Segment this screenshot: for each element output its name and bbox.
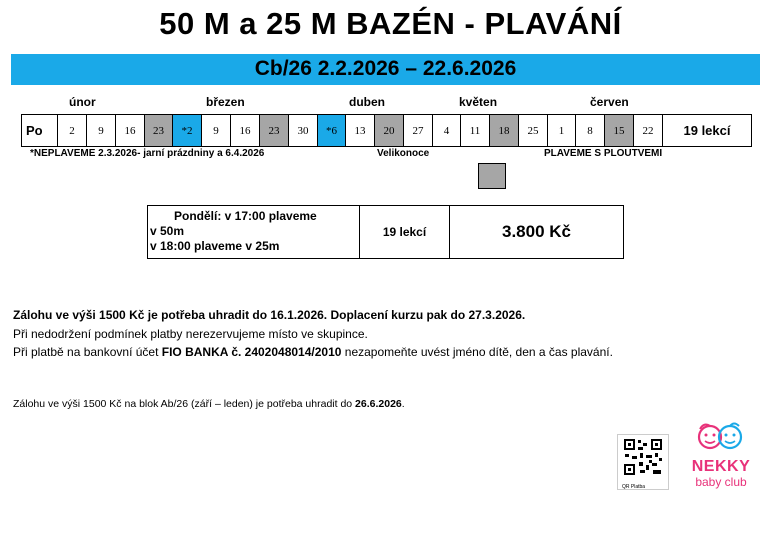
page-title: 50 M a 25 M BAZÉN - PLAVÁNÍ bbox=[159, 6, 622, 41]
date-cell: 23 bbox=[145, 115, 173, 146]
qr-code bbox=[617, 434, 669, 490]
qr-code-icon bbox=[618, 435, 668, 479]
date-cell: 16 bbox=[231, 115, 260, 146]
next-deposit-text: Zálohu ve výši 1500 Kč na blok Ab/26 (září – leden) je potřeba uhradit do bbox=[13, 398, 356, 410]
lessons-cell: 19 lekcí bbox=[360, 206, 450, 258]
qr-label: QR Platba bbox=[622, 484, 646, 490]
date-cell: *6 bbox=[318, 115, 346, 146]
date-cell: 16 bbox=[116, 115, 145, 146]
date-cell: *2 bbox=[173, 115, 202, 146]
note-neplaveme: *NEPLAVEME 2.3.2026- jarní prázdniny a 6.4.2026 bbox=[30, 148, 265, 159]
lessons-count: 19 lekcí bbox=[663, 115, 752, 146]
day-label: Po bbox=[22, 115, 58, 146]
date-cell: 1 bbox=[548, 115, 576, 146]
schedule-line: v 18:00 plaveme v 25m bbox=[150, 239, 280, 253]
date-cell: 8 bbox=[576, 115, 605, 146]
schedule-line: v 50m bbox=[150, 224, 185, 238]
date-cell: 11 bbox=[461, 115, 490, 146]
month-label: květen bbox=[459, 95, 498, 109]
bank-prefix: Při platbě na bankovní účet bbox=[13, 345, 162, 359]
month-label: duben bbox=[349, 95, 385, 109]
logo-brand: NEKKY bbox=[691, 458, 751, 475]
next-deposit-date: 26.6.2026 bbox=[355, 398, 402, 410]
bank-suffix: nezapomeňte uvést jméno dítě, den a čas plavání. bbox=[341, 345, 613, 359]
deposit-text: Zálohu ve výši 1500 Kč je potřeba uhradit do 16.1.2026. bbox=[13, 308, 328, 322]
note-velikonoce: Velikonoce bbox=[377, 148, 430, 159]
date-cell: 9 bbox=[87, 115, 116, 146]
logo-sub: baby club bbox=[695, 475, 747, 489]
date-cell: 2 bbox=[58, 115, 87, 146]
course-banner: Cb/26 2.2.2026 – 22.6.2026 bbox=[11, 54, 760, 85]
date-cell: 23 bbox=[260, 115, 289, 146]
legend-grey-box bbox=[478, 163, 506, 189]
date-cell: 27 bbox=[404, 115, 433, 146]
period: . bbox=[401, 398, 405, 410]
price-table bbox=[147, 205, 624, 259]
price-cell: 3.800 Kč bbox=[502, 222, 571, 241]
nekky-logo bbox=[686, 420, 756, 488]
month-label: červen bbox=[590, 95, 629, 109]
note-ploutve: PLAVEME S PLOUTVEMI bbox=[544, 148, 663, 159]
date-cell: 4 bbox=[433, 115, 461, 146]
payment-text: Doplacení kurzu pak do 27.3.2026. bbox=[327, 308, 526, 322]
date-cell: 13 bbox=[346, 115, 375, 146]
date-cell: 18 bbox=[490, 115, 519, 146]
month-label: březen bbox=[206, 95, 245, 109]
date-cell: 25 bbox=[519, 115, 548, 146]
bank-account: FIO BANKA č. 2402048014/2010 bbox=[161, 345, 342, 359]
babies-logo-icon bbox=[686, 420, 756, 454]
date-cell: 22 bbox=[634, 115, 663, 146]
date-cell: 20 bbox=[375, 115, 404, 146]
calendar-row bbox=[21, 114, 752, 147]
schedule-cell bbox=[148, 206, 360, 258]
info-line-2: Při nedodržení podmínek platby nerezervujeme místo ve skupince. bbox=[13, 327, 368, 341]
info-line-4 bbox=[13, 398, 405, 410]
info-line-1 bbox=[13, 308, 525, 322]
date-cell: 15 bbox=[605, 115, 634, 146]
info-line-3 bbox=[13, 345, 613, 359]
schedule-line: Pondělí: v 17:00 plaveme bbox=[174, 209, 317, 223]
date-cell: 9 bbox=[202, 115, 231, 146]
month-label: únor bbox=[69, 95, 96, 109]
date-cell: 30 bbox=[289, 115, 318, 146]
